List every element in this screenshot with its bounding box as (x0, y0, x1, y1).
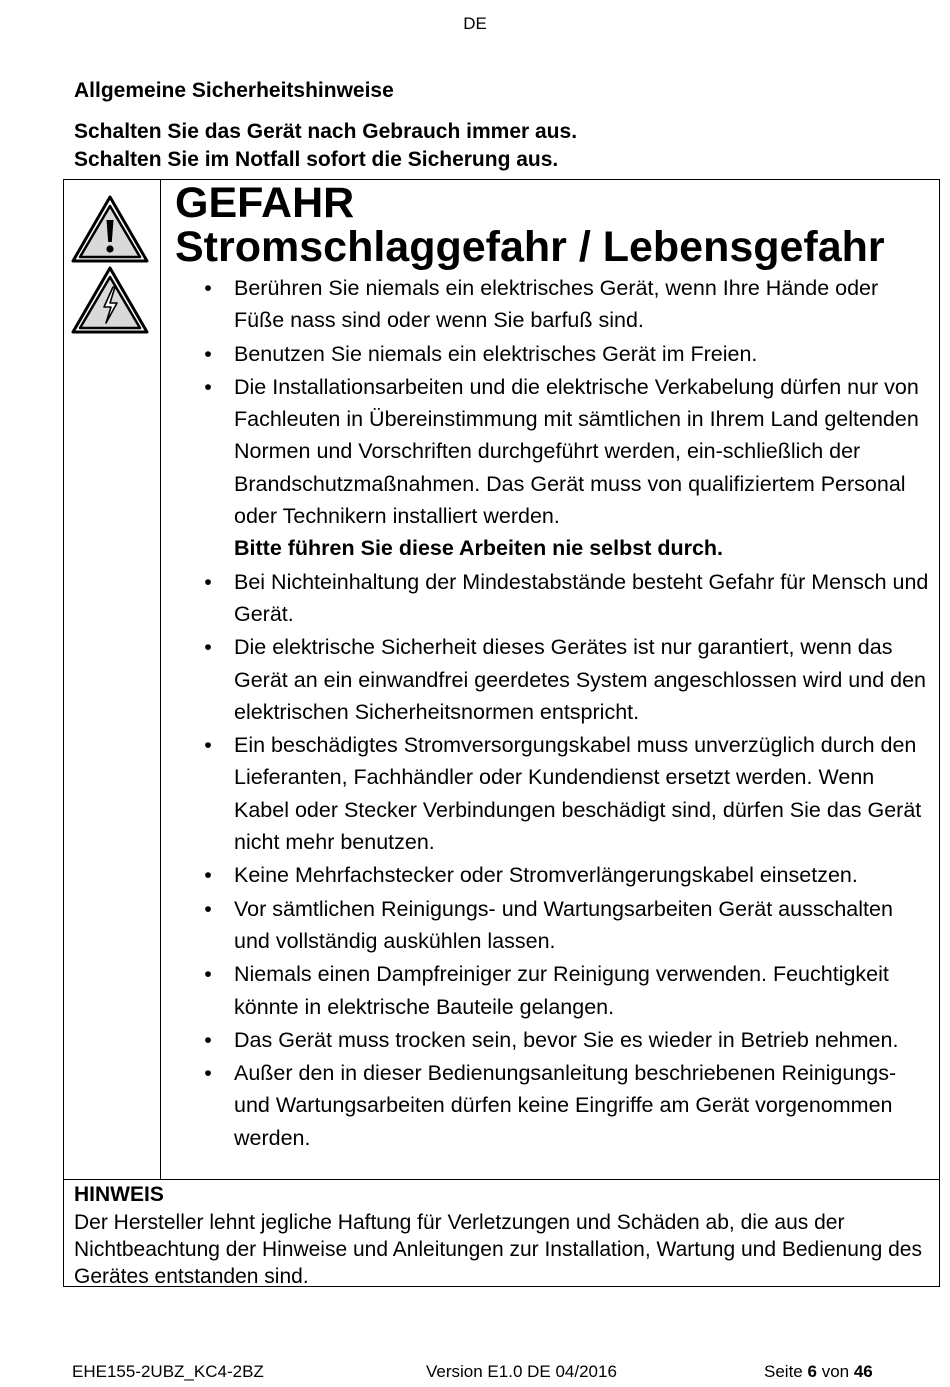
list-item (199, 566, 934, 631)
danger-title-line: Stromschlaggefahr / Lebensgefahr (175, 223, 885, 271)
list-item (199, 729, 934, 858)
list-item (199, 859, 934, 891)
page-number: 6 (807, 1362, 817, 1381)
bullet-icon: • (204, 569, 212, 594)
bullet-icon: • (204, 896, 212, 921)
list-item (199, 371, 934, 565)
bullet-text: Berühren Sie niemals ein elektrisches Gerät, wenn Ihre Hände oder Füße nass sind oder wenn Sie barfuß sind. (234, 276, 879, 333)
intro-text (74, 118, 577, 174)
electric-shock-icon (70, 265, 150, 335)
footer-page-info (764, 1362, 873, 1382)
danger-title (175, 181, 885, 269)
bullet-icon: • (204, 863, 212, 888)
intro-line: Schalten Sie das Gerät nach Gebrauch immer aus. (74, 120, 578, 143)
list-item (199, 1057, 934, 1154)
hint-text: Der Hersteller lehnt jegliche Haftung für Verletzungen und Schäden ab, die aus der Nichtbeachtung der Hinweise und Anleitungen zur Installation, Wartung und Bedienung des Gerätes entstanden sind. (74, 1211, 922, 1288)
bullet-icon: • (204, 962, 212, 987)
list-item (199, 272, 934, 337)
list-item (199, 958, 934, 1023)
bullet-icon: • (204, 341, 212, 366)
safety-bullet-list (199, 272, 934, 1155)
language-label: DE (463, 14, 487, 33)
bullet-text: Das Gerät muss trocken sein, bevor Sie es wieder in Betrieb nehmen. (234, 1027, 899, 1052)
bullet-text: Die Installationsarbeiten und die elektrische Verkabelung dürfen nur von Fachleuten in Übereinstimmung mit sämtlichen in Ihrem Land geltenden Normen und Vorschriften durchgeführt werden, ein-schließlich der Brandschutzmaßnahmen. Das Gerät muss von qualifiziertem Personal oder Technikern installiert werden. (234, 374, 919, 529)
page-mid: von (821, 1362, 850, 1381)
page-total: 46 (853, 1362, 873, 1381)
bullet-text: Außer den in dieser Bedienungsanleitung beschriebenen Reinigungs- und Wartungsarbeiten dürfen keine Eingriffe am Gerät vorgenommen werden. (234, 1061, 897, 1150)
list-item (199, 1024, 934, 1056)
bullet-emphasis: Bitte führen Sie diese Arbeiten nie selbst durch. (234, 536, 724, 561)
list-item (199, 338, 934, 370)
bullet-icon: • (204, 276, 212, 300)
hint-separator (63, 1179, 940, 1180)
bullet-text: Keine Mehrfachstecker oder Stromverlängerungskabel einsetzen. (234, 863, 858, 888)
bullet-icon: • (204, 635, 212, 660)
hint-title: HINWEIS (74, 1183, 164, 1206)
bullet-text: Niemals einen Dampfreiniger zur Reinigung verwenden. Feuchtigkeit könnte in elektrische Bauteile gelangen. (234, 962, 889, 1019)
footer-version: Version E1.0 DE 04/2016 (426, 1362, 617, 1381)
list-item (199, 893, 934, 958)
page-prefix: Seite (764, 1362, 803, 1381)
bullet-text: Die elektrische Sicherheit dieses Gerätes ist nur garantiert, wenn das Gerät an ein einwandfrei geerdetes System angeschlossen wird und den elektrischen Sicherheitsnormen entspricht. (234, 635, 926, 724)
bullet-icon: • (204, 374, 212, 399)
danger-title-line: GEFAHR (175, 179, 355, 227)
bullet-icon: • (204, 733, 212, 758)
bullet-icon: • (204, 1061, 212, 1086)
section-heading: Allgemeine Sicherheitshinweise (74, 79, 394, 102)
warning-triangle-icon (70, 194, 150, 264)
bullet-text: Ein beschädigtes Stromversorgungskabel muss unverzüglich durch den Lieferanten, Fachhändler oder Kundendienst ersetzt werden. Wenn Kabel oder Stecker Verbindungen beschädigt sind, dürfen Sie das Gerät nicht mehr benutzen. (234, 733, 922, 855)
intro-line: Schalten Sie im Notfall sofort die Sicherung aus. (74, 148, 559, 171)
bullet-text: Bei Nichteinhaltung der Mindestabstände besteht Gefahr für Mensch und Gerät. (234, 569, 929, 626)
footer-model: EHE155-2UBZ_KC4-2BZ (72, 1362, 264, 1381)
bullet-icon: • (204, 1027, 212, 1052)
bullet-text: Vor sämtlichen Reinigungs- und Wartungsarbeiten Gerät ausschalten und vollständig auskühlen lassen. (234, 896, 893, 953)
bullet-text: Benutzen Sie niemals ein elektrisches Gerät im Freien. (234, 341, 758, 366)
list-item (199, 631, 934, 728)
